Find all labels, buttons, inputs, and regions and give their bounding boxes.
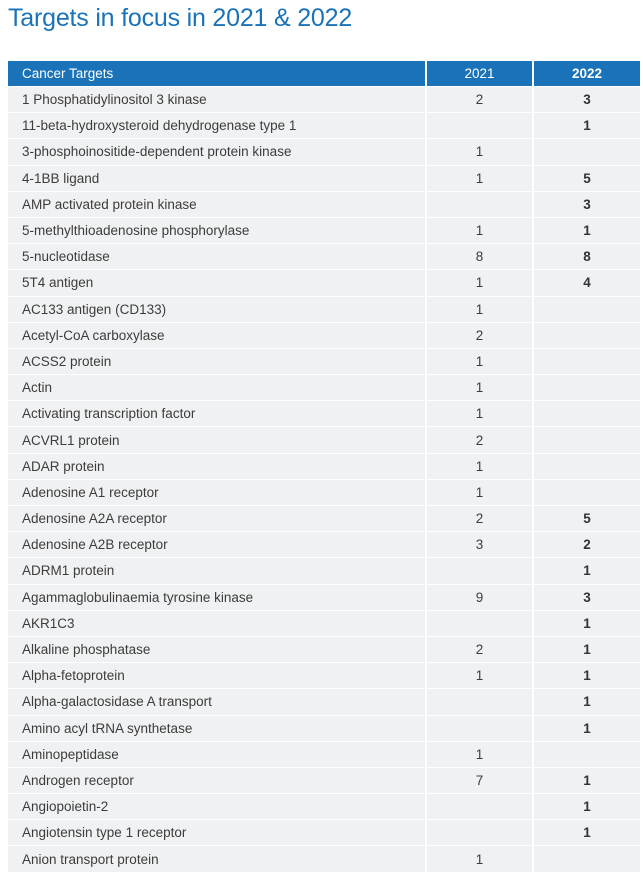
cell-count-2022: [534, 138, 640, 164]
cell-target-name: Agammaglobulinaemia tyrosine kinase: [8, 584, 427, 610]
table-row: [8, 479, 640, 505]
cell-count-2021: 1: [427, 741, 534, 767]
cell-count-2022: 1: [534, 636, 640, 662]
table-row: [8, 845, 640, 871]
table-row: [8, 557, 640, 583]
cell-count-2022: 1: [534, 819, 640, 845]
cell-count-2022: 2: [534, 531, 640, 557]
cell-count-2021: 1: [427, 845, 534, 871]
cell-target-name: ADRM1 protein: [8, 557, 427, 583]
header-row: [8, 61, 640, 86]
cell-count-2021: [427, 688, 534, 714]
cell-target-name: AC133 antigen (CD133): [8, 296, 427, 322]
table-row: [8, 269, 640, 295]
table-row: [8, 505, 640, 531]
cell-count-2021: 1: [427, 165, 534, 191]
cell-count-2021: 3: [427, 531, 534, 557]
cell-target-name: Aminopeptidase: [8, 741, 427, 767]
cell-count-2021: [427, 112, 534, 138]
cell-target-name: Adenosine A2A receptor: [8, 505, 427, 531]
table-row: [8, 165, 640, 191]
table-row: [8, 243, 640, 269]
cell-target-name: Alkaline phosphatase: [8, 636, 427, 662]
cell-target-name: ADAR protein: [8, 453, 427, 479]
cell-count-2022: [534, 479, 640, 505]
cell-count-2022: 1: [534, 715, 640, 741]
cell-count-2021: 1: [427, 662, 534, 688]
cell-count-2022: 4: [534, 269, 640, 295]
cell-count-2022: 1: [534, 557, 640, 583]
table-row: [8, 112, 640, 138]
cell-target-name: Angiotensin type 1 receptor: [8, 819, 427, 845]
table-row: [8, 217, 640, 243]
targets-table: [8, 61, 640, 872]
table-row: [8, 296, 640, 322]
cell-count-2022: 3: [534, 86, 640, 112]
cell-count-2022: [534, 453, 640, 479]
cell-target-name: Alpha-galactosidase A transport: [8, 688, 427, 714]
table-row: [8, 138, 640, 164]
cell-count-2021: [427, 819, 534, 845]
table-body: [8, 86, 640, 872]
cell-count-2021: [427, 715, 534, 741]
table-row: [8, 453, 640, 479]
cell-target-name: ACVRL1 protein: [8, 426, 427, 452]
targets-table-container: [8, 61, 640, 872]
cell-count-2022: 1: [534, 112, 640, 138]
cell-count-2022: 3: [534, 584, 640, 610]
cell-target-name: 5-methylthioadenosine phosphorylase: [8, 217, 427, 243]
table-row: [8, 715, 640, 741]
cell-count-2022: [534, 400, 640, 426]
cell-target-name: 5-nucleotidase: [8, 243, 427, 269]
cell-count-2021: 7: [427, 767, 534, 793]
table-row: [8, 767, 640, 793]
cell-count-2021: 1: [427, 296, 534, 322]
cell-target-name: Adenosine A1 receptor: [8, 479, 427, 505]
page-title: Targets in focus in 2021 & 2022: [8, 4, 353, 32]
table-row: [8, 819, 640, 845]
cell-count-2021: 1: [427, 348, 534, 374]
cell-count-2022: 8: [534, 243, 640, 269]
cell-count-2022: 1: [534, 793, 640, 819]
cell-target-name: 5T4 antigen: [8, 269, 427, 295]
cell-count-2021: 1: [427, 374, 534, 400]
cell-count-2021: [427, 557, 534, 583]
table-header: [8, 61, 640, 86]
table-row: [8, 348, 640, 374]
cell-count-2021: [427, 191, 534, 217]
table-row: [8, 191, 640, 217]
cell-target-name: ACSS2 protein: [8, 348, 427, 374]
cell-count-2022: 3: [534, 191, 640, 217]
column-header-2021: 2021: [427, 61, 534, 86]
cell-count-2021: 1: [427, 138, 534, 164]
cell-target-name: 11-beta-hydroxysteroid dehydrogenase type 1: [8, 112, 427, 138]
table-row: [8, 688, 640, 714]
table-row: [8, 426, 640, 452]
cell-count-2021: 2: [427, 426, 534, 452]
cell-target-name: Actin: [8, 374, 427, 400]
cell-target-name: Androgen receptor: [8, 767, 427, 793]
cell-count-2021: [427, 793, 534, 819]
cell-target-name: AMP activated protein kinase: [8, 191, 427, 217]
cell-count-2022: 5: [534, 505, 640, 531]
cell-count-2021: 2: [427, 322, 534, 348]
cell-count-2022: 5: [534, 165, 640, 191]
table-row: [8, 531, 640, 557]
cell-count-2022: [534, 322, 640, 348]
cell-target-name: Anion transport protein: [8, 845, 427, 871]
cell-count-2021: 8: [427, 243, 534, 269]
cell-count-2022: [534, 296, 640, 322]
table-row: [8, 400, 640, 426]
cell-count-2022: 1: [534, 610, 640, 636]
cell-count-2021: 9: [427, 584, 534, 610]
cell-target-name: Acetyl-CoA carboxylase: [8, 322, 427, 348]
cell-count-2021: 1: [427, 269, 534, 295]
cell-target-name: Adenosine A2B receptor: [8, 531, 427, 557]
cell-target-name: Activating transcription factor: [8, 400, 427, 426]
table-row: [8, 374, 640, 400]
cell-count-2022: 1: [534, 688, 640, 714]
cell-count-2021: 2: [427, 505, 534, 531]
table-row: [8, 86, 640, 112]
cell-count-2021: 1: [427, 479, 534, 505]
cell-count-2022: 1: [534, 217, 640, 243]
cell-count-2022: [534, 348, 640, 374]
table-row: [8, 322, 640, 348]
cell-count-2022: [534, 374, 640, 400]
table-row: [8, 793, 640, 819]
cell-count-2022: 1: [534, 767, 640, 793]
cell-target-name: Alpha-fetoprotein: [8, 662, 427, 688]
table-row: [8, 741, 640, 767]
cell-target-name: AKR1C3: [8, 610, 427, 636]
cell-count-2022: [534, 741, 640, 767]
column-header-cancer-targets: Cancer Targets: [8, 61, 427, 86]
cell-target-name: 4-1BB ligand: [8, 165, 427, 191]
cell-count-2021: 1: [427, 453, 534, 479]
cell-target-name: Amino acyl tRNA synthetase: [8, 715, 427, 741]
cell-count-2021: 2: [427, 86, 534, 112]
cell-count-2021: 2: [427, 636, 534, 662]
cell-target-name: Angiopoietin-2: [8, 793, 427, 819]
table-row: [8, 610, 640, 636]
table-row: [8, 636, 640, 662]
cell-count-2021: 1: [427, 217, 534, 243]
cell-count-2021: 1: [427, 400, 534, 426]
cell-count-2022: [534, 845, 640, 871]
cell-count-2022: [534, 426, 640, 452]
cell-target-name: 3-phosphoinositide-dependent protein kinase: [8, 138, 427, 164]
cell-count-2021: [427, 610, 534, 636]
table-row: [8, 584, 640, 610]
cell-count-2022: 1: [534, 662, 640, 688]
cell-target-name: 1 Phosphatidylinositol 3 kinase: [8, 86, 427, 112]
table-row: [8, 662, 640, 688]
column-header-2022: 2022: [534, 61, 640, 86]
